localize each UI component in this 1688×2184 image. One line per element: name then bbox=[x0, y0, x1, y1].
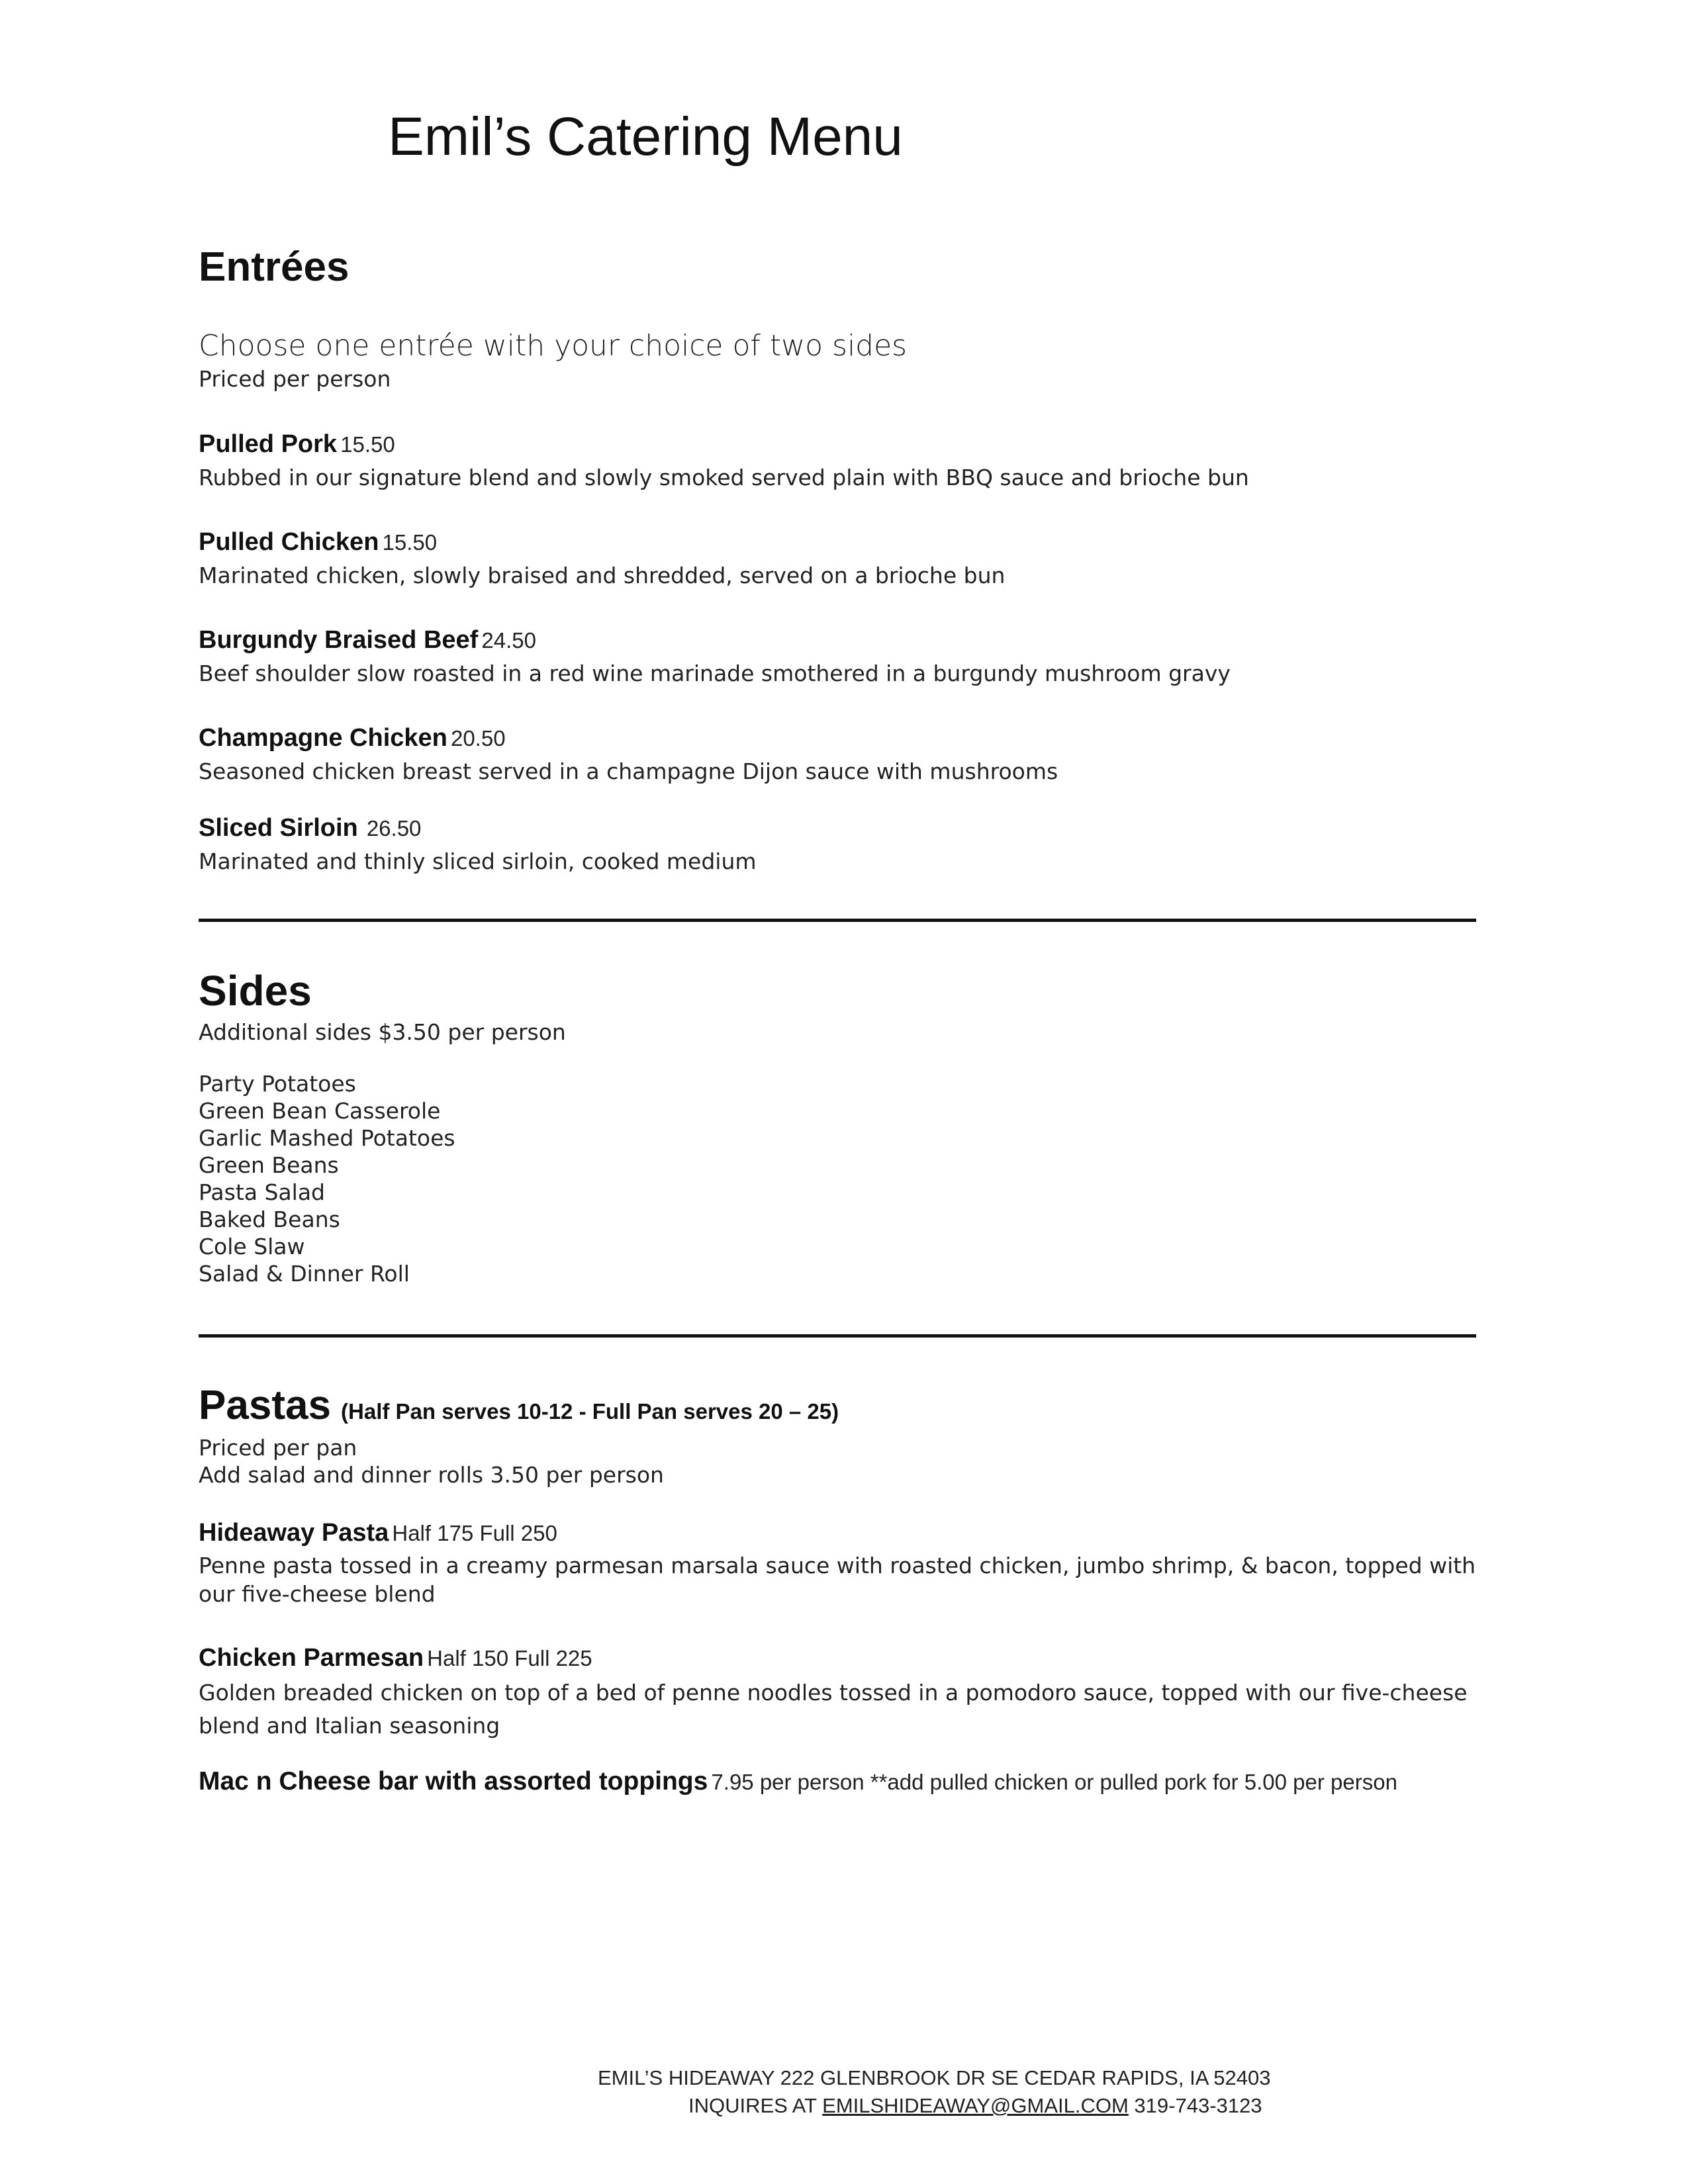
list-item: Green Beans bbox=[199, 1152, 339, 1178]
list-item: Salad & Dinner Roll bbox=[199, 1261, 410, 1287]
item-description: Marinated chicken, slowly braised and shredded, served on a brioche bun bbox=[199, 563, 1006, 588]
pasta-item bbox=[199, 1644, 592, 1672]
pasta-item bbox=[199, 1519, 557, 1547]
footer-inquires-label: INQUIRES AT bbox=[688, 2094, 817, 2117]
item-price: 26.50 bbox=[366, 816, 422, 841]
list-item: Cole Slaw bbox=[199, 1234, 305, 1259]
item-name: Champagne Chicken bbox=[199, 724, 447, 752]
item-name: Sliced Sirloin bbox=[199, 814, 358, 842]
item-description: Marinated and thinly sliced sirloin, cooked medium bbox=[199, 848, 757, 874]
entree-item bbox=[199, 430, 395, 459]
sides-list bbox=[199, 1070, 455, 1287]
sides-heading: Sides bbox=[199, 967, 312, 1015]
pasta-item bbox=[199, 1767, 1397, 1796]
list-item: Green Bean Casserole bbox=[199, 1098, 441, 1124]
item-name: Chicken Parmesan bbox=[199, 1644, 424, 1672]
footer-email-link[interactable]: EMILSHIDEAWAY@GMAIL.COM bbox=[822, 2094, 1129, 2117]
list-item: Garlic Mashed Potatoes bbox=[199, 1125, 455, 1151]
pastas-pricing-note: Priced per pan bbox=[199, 1435, 357, 1461]
pastas-serving-note: (Half Pan serves 10-12 - Full Pan serves 20 – 25) bbox=[341, 1399, 839, 1424]
item-description: Beef shoulder slow roasted in a red wine marinade smothered in a burgundy mushroom gravy bbox=[199, 660, 1231, 686]
item-name: Mac n Cheese bar with assorted toppings bbox=[199, 1767, 708, 1796]
item-price: 15.50 bbox=[340, 432, 395, 457]
entree-item bbox=[199, 528, 437, 557]
pastas-addon-note: Add salad and dinner rolls 3.50 per person bbox=[199, 1462, 664, 1488]
entrees-heading: Entrées bbox=[199, 244, 350, 290]
item-name: Hideaway Pasta bbox=[199, 1519, 389, 1547]
footer-phone: 319-743-3123 bbox=[1134, 2094, 1262, 2117]
list-item: Baked Beans bbox=[199, 1206, 340, 1232]
item-name: Pulled Chicken bbox=[199, 528, 379, 556]
footer-contact bbox=[688, 2094, 1262, 2118]
entree-item bbox=[199, 724, 506, 752]
footer-address: EMIL’S HIDEAWAY 222 GLENBROOK DR SE CEDAR RAPIDS, IA 52403 bbox=[598, 2066, 1271, 2089]
list-item: Pasta Salad bbox=[199, 1179, 325, 1205]
item-description: Penne pasta tossed in a creamy parmesan marsala sauce with roasted chicken, jumbo shrimp, & bacon, topped with our five-cheese blend bbox=[199, 1553, 1476, 1607]
item-price: 7.95 per person **add pulled chicken or pulled pork for 5.00 per person bbox=[711, 1770, 1397, 1794]
item-description: Golden breaded chicken on top of a bed of penne noodles tossed in a pomodoro sauce, topped with our five-cheese blend and Italian seasoning bbox=[199, 1680, 1468, 1739]
entrees-intro: Choose one entrée with your choice of two sides bbox=[199, 329, 908, 363]
item-description: Rubbed in our signature blend and slowly smoked served plain with BBQ sauce and brioche bun bbox=[199, 465, 1249, 490]
entree-item bbox=[199, 814, 421, 842]
item-name: Pulled Pork bbox=[199, 430, 338, 458]
item-price: 20.50 bbox=[450, 726, 506, 751]
sides-note: Additional sides $3.50 per person bbox=[199, 1019, 566, 1045]
item-price: Half 150 Full 225 bbox=[427, 1646, 592, 1670]
entree-item bbox=[199, 626, 536, 655]
list-item: Party Potatoes bbox=[199, 1071, 356, 1097]
item-price: 15.50 bbox=[382, 530, 438, 555]
section-divider bbox=[199, 1334, 1476, 1338]
item-price: 24.50 bbox=[481, 628, 536, 653]
page-title: Emil’s Catering Menu bbox=[388, 107, 903, 167]
pastas-heading: Pastas bbox=[199, 1383, 331, 1428]
pastas-header bbox=[199, 1382, 839, 1429]
section-divider bbox=[199, 919, 1476, 922]
item-price: Half 175 Full 250 bbox=[392, 1521, 557, 1545]
item-name: Burgundy Braised Beef bbox=[199, 626, 479, 654]
entrees-subintro: Priced per person bbox=[199, 366, 391, 392]
item-description: Seasoned chicken breast served in a champagne Dijon sauce with mushrooms bbox=[199, 758, 1058, 784]
